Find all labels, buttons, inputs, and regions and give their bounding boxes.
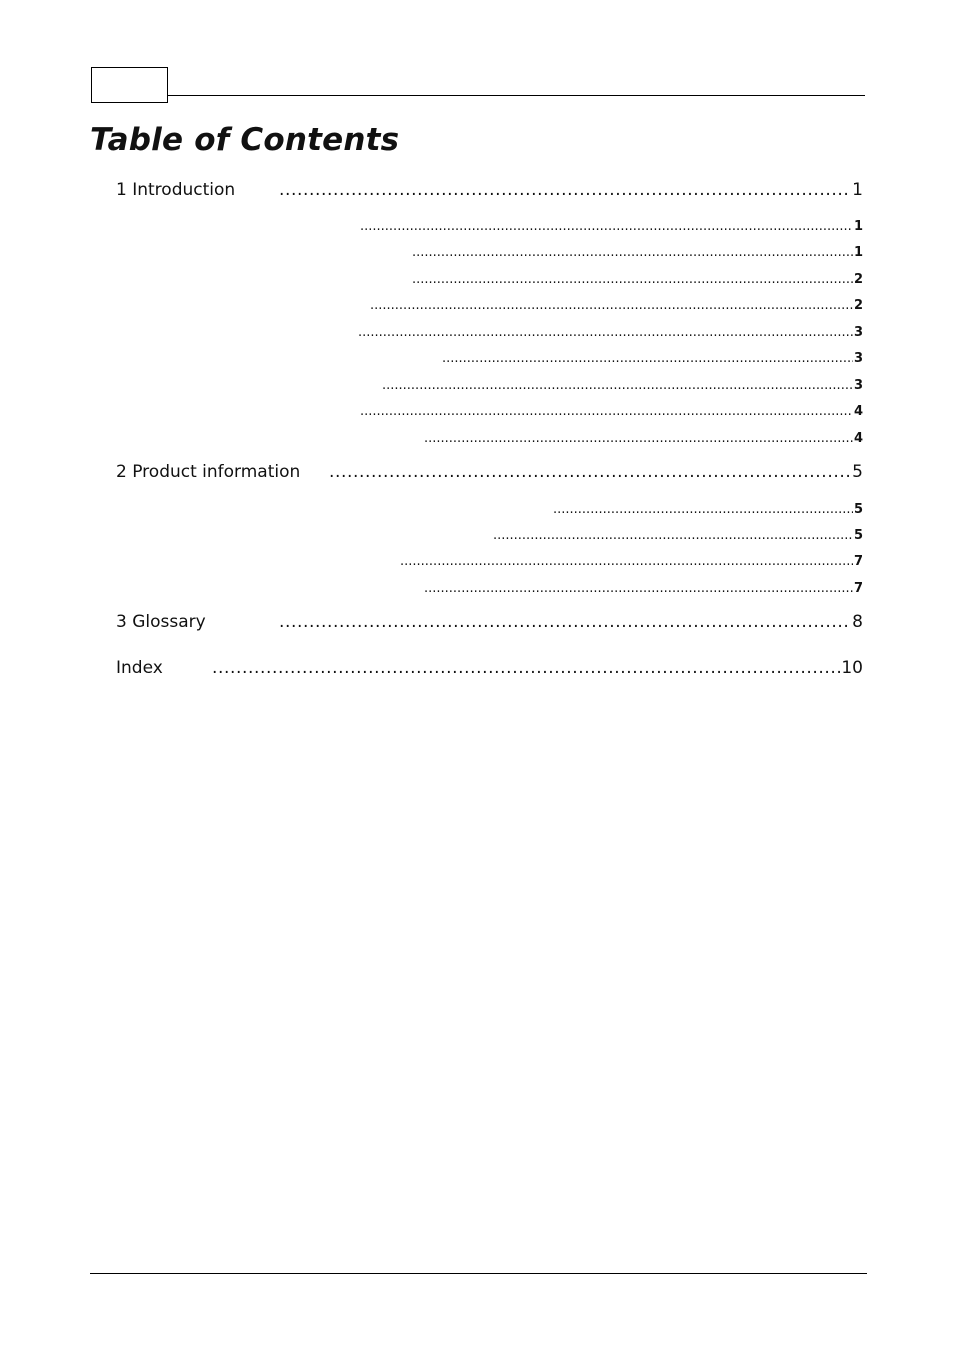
toc-page-number: 7	[853, 554, 863, 569]
toc-leader-dots	[370, 297, 853, 315]
toc-leader-dots	[553, 501, 853, 519]
toc-leader-dots	[329, 460, 851, 484]
toc-leader-dots	[279, 178, 851, 202]
toc-page-number: 3	[853, 378, 863, 393]
toc-subentry[interactable]	[360, 403, 863, 421]
toc-entry-label: Index	[116, 658, 163, 678]
toc-subentry[interactable]	[424, 430, 863, 448]
toc-leader-dots	[442, 350, 853, 368]
toc-leader-dots	[493, 527, 853, 545]
header-rule	[168, 95, 865, 96]
toc-page-number: 2	[853, 272, 863, 287]
toc-page-number: 2	[853, 298, 863, 313]
toc-leader-dots	[382, 377, 853, 395]
toc-page-number: 4	[853, 431, 863, 446]
footer-rule	[90, 1273, 867, 1274]
toc-page-number: 10	[841, 658, 863, 678]
toc-entry-label: 1 Introduction	[116, 180, 236, 200]
toc-page-number: 5	[853, 528, 863, 543]
toc-entry-glossary[interactable]	[116, 610, 863, 634]
toc-page-number: 7	[853, 581, 863, 596]
toc-page-number: 3	[853, 351, 863, 366]
toc-leader-dots	[400, 553, 853, 571]
toc-leader-dots	[360, 218, 853, 236]
toc-page-number: 5	[853, 502, 863, 517]
toc-subentry[interactable]	[412, 244, 863, 262]
toc-leader-dots	[358, 324, 853, 342]
toc-leader-dots	[412, 271, 853, 289]
toc-page-number: 3	[853, 325, 863, 340]
toc-subentry[interactable]	[400, 553, 863, 571]
toc-page-number: 4	[853, 404, 863, 419]
toc-subentry[interactable]	[412, 271, 863, 289]
toc-subentry[interactable]	[370, 297, 863, 315]
toc-page-number: 1	[853, 245, 863, 260]
toc-subentry[interactable]	[442, 350, 863, 368]
toc-leader-dots	[424, 430, 853, 448]
toc-leader-dots	[212, 656, 840, 680]
toc-subentry[interactable]	[358, 324, 863, 342]
toc-entry-label: 3 Glossary	[116, 612, 206, 632]
toc-page-number: 1	[852, 180, 863, 200]
toc-page-number: 5	[852, 462, 863, 482]
toc-subentry[interactable]	[553, 501, 863, 519]
page-title: Table of Contents	[90, 122, 400, 158]
toc-leader-dots	[424, 580, 853, 598]
toc-entry-introduction[interactable]	[116, 178, 863, 202]
header-page-number-box	[91, 67, 168, 103]
toc-entry-label: 2 Product information	[116, 462, 301, 482]
toc-entry-product-information[interactable]	[116, 460, 863, 484]
toc-subentry[interactable]	[360, 218, 863, 236]
toc-page-number: 1	[853, 219, 863, 234]
toc-subentry[interactable]	[493, 527, 863, 545]
toc-subentry[interactable]	[382, 377, 863, 395]
toc-leader-dots	[360, 403, 853, 421]
toc-entry-index[interactable]	[116, 656, 863, 680]
toc-leader-dots	[412, 244, 853, 262]
toc-subentry[interactable]	[424, 580, 863, 598]
toc-page-number: 8	[852, 612, 863, 632]
toc-leader-dots	[279, 610, 851, 634]
